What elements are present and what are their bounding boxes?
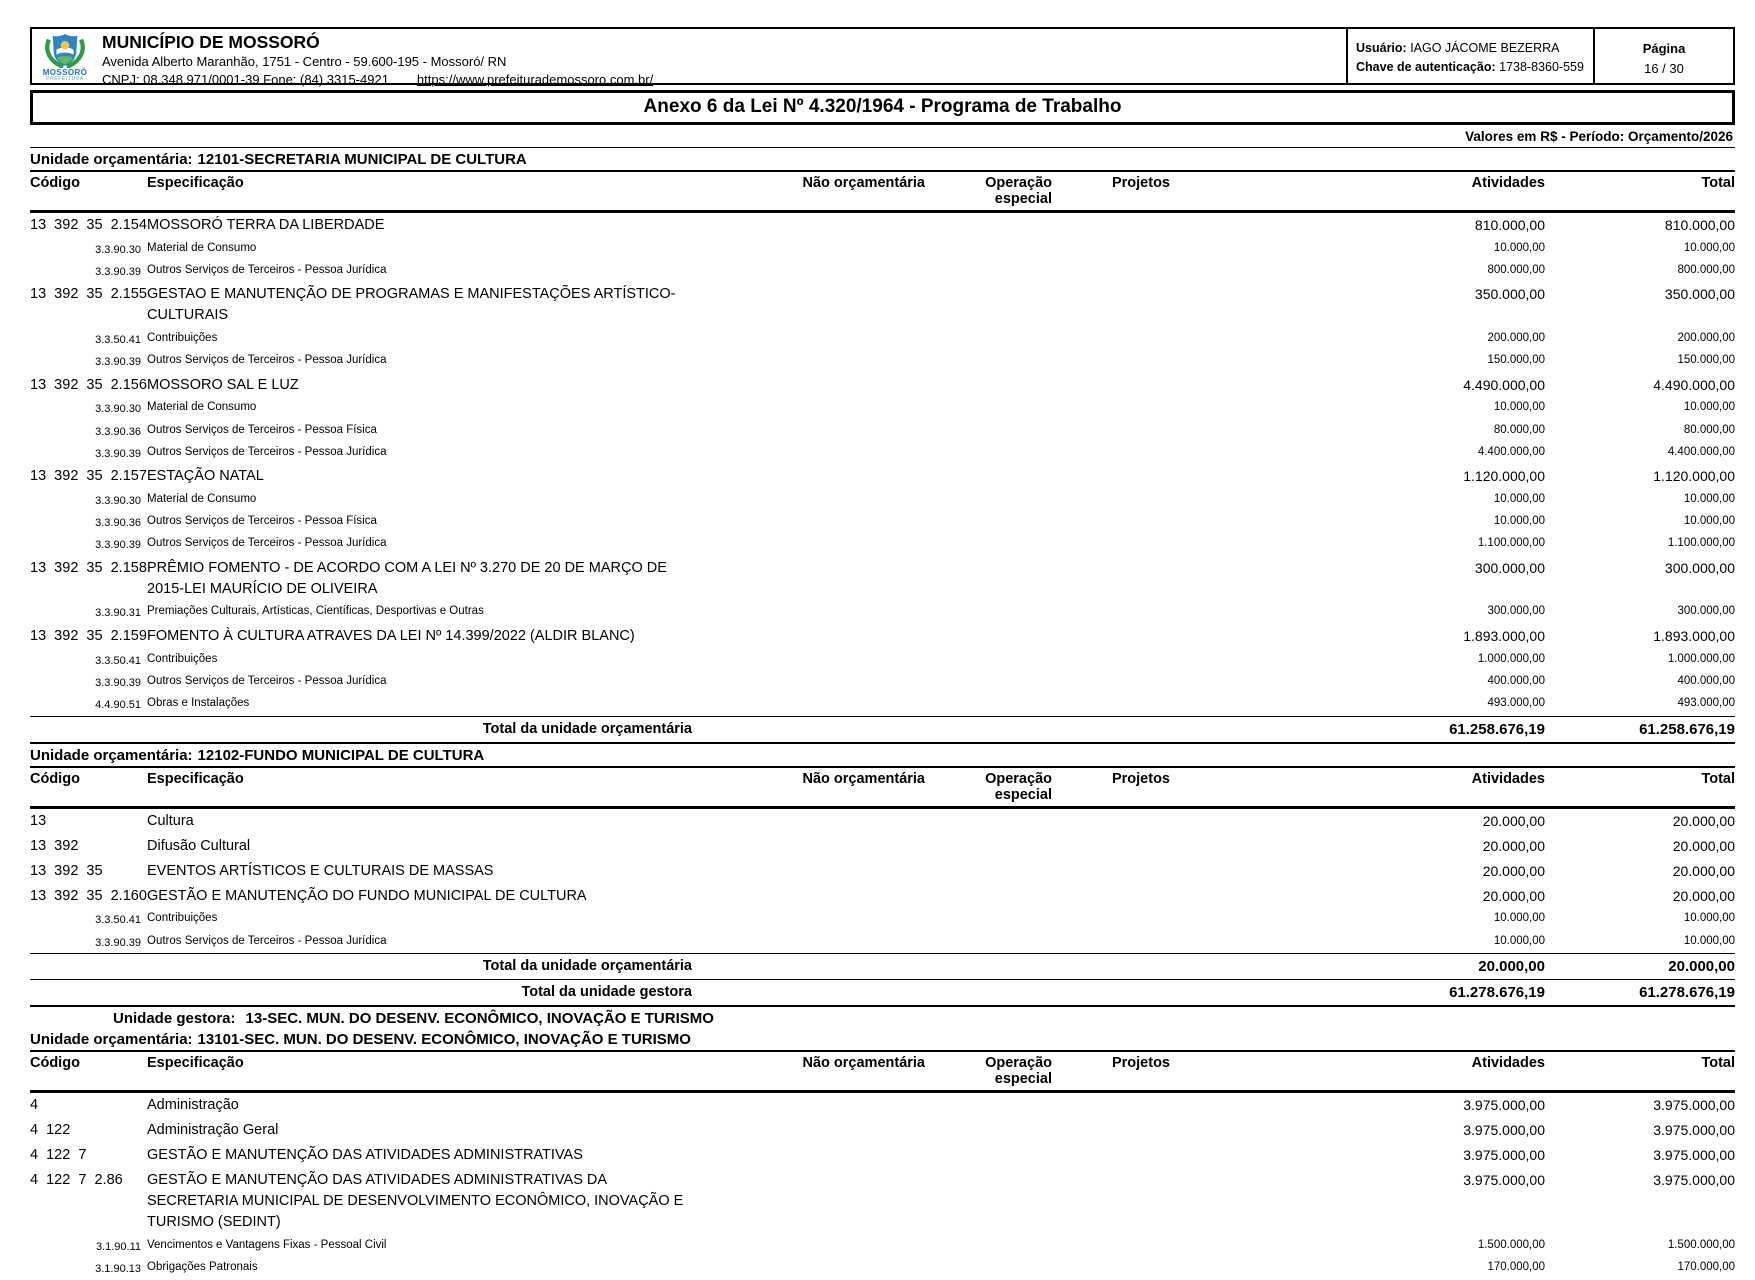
logo-subtext: PREFEITURA	[46, 76, 84, 82]
cell-atividades: 10.000,00	[1493, 401, 1545, 414]
cell-atividades: 3.975.000,00	[1463, 1147, 1545, 1164]
cell-total: 3.975.000,00	[1653, 1147, 1735, 1164]
auth-line	[1356, 58, 1593, 77]
row-code: 3.3.90.36	[95, 517, 141, 530]
col-header-projetos: Projetos	[1111, 175, 1170, 191]
col-header-codigo: Código	[30, 175, 80, 191]
row-spec: Material de Consumo	[147, 401, 257, 414]
unit-orcamentaria-label: Unidade orçamentária:	[30, 1031, 193, 1049]
row-code: 13 392 35 2.157	[30, 468, 147, 485]
cell-total: 493.000,00	[1677, 697, 1735, 710]
total-total: 20.000,00	[1668, 958, 1735, 976]
cell-total: 400.000,00	[1677, 674, 1735, 687]
cell-atividades: 10.000,00	[1493, 934, 1545, 947]
table-row	[30, 351, 1735, 373]
cell-atividades: 300.000,00	[1487, 605, 1545, 618]
col-header-projetos: Projetos	[1111, 1055, 1170, 1072]
report-header	[30, 27, 1735, 85]
row-code: 13 392 35 2.155	[30, 286, 147, 303]
row-spec: Material de Consumo	[147, 492, 257, 505]
row-spec: Outros Serviços de Terceiros - Pessoa Jurídica	[147, 934, 387, 947]
cell-total: 350.000,00	[1664, 286, 1735, 303]
cell-atividades: 20.000,00	[1482, 812, 1545, 829]
row-spec: Obrigações Patronais	[147, 1260, 258, 1273]
unit-orcamentaria-row	[30, 744, 1735, 768]
row-code: 3.3.90.39	[95, 447, 141, 460]
table-row	[30, 373, 1735, 398]
row-spec: Administração Geral	[147, 1122, 279, 1139]
table-row	[30, 624, 1735, 649]
cell-total: 3.975.000,00	[1653, 1122, 1735, 1139]
cell-atividades: 3.975.000,00	[1463, 1122, 1545, 1139]
cell-atividades: 1.893.000,00	[1463, 628, 1545, 645]
page-label: Página	[1642, 41, 1686, 56]
row-spec: GESTÃO E MANUTENÇÃO DAS ATIVIDADES ADMINISTRATIVAS DA SECRETARIA MUNICIPAL DE DESENVOLVIMENTO ECONÔMICO, INOVAÇÃO E TURISMO (SEDINT)	[147, 1172, 684, 1231]
row-spec: GESTÃO E MANUTENÇÃO DO FUNDO MUNICIPAL DE CULTURA	[147, 887, 587, 904]
org-cnpj-phone: CNPJ: 08.348.971/0001-39 Fone: (84) 3315-4921	[102, 71, 389, 87]
municipality-logo	[32, 29, 98, 83]
row-code: 3.3.90.39	[95, 936, 141, 949]
row-spec: Cultura	[147, 812, 194, 829]
cell-total: 1.000.000,00	[1667, 652, 1735, 665]
cell-total: 3.975.000,00	[1653, 1172, 1735, 1189]
table-header-row	[30, 768, 1735, 809]
cell-atividades: 4.490.000,00	[1463, 376, 1545, 393]
row-spec: Outros Serviços de Terceiros - Pessoa Física	[147, 515, 377, 528]
row-spec: Administração	[147, 1097, 239, 1114]
row-spec: GESTAO E MANUTENÇÃO DE PROGRAMAS E MANIFESTAÇÕES ARTÍSTICO-CULTURAIS	[147, 286, 676, 324]
cell-atividades: 810.000,00	[1474, 217, 1545, 233]
unit-orcamentaria-label: Unidade orçamentária:	[30, 151, 193, 168]
total-total: 61.278.676,19	[1639, 984, 1735, 1002]
report-title: Anexo 6 da Lei Nº 4.320/1964 - Programa de Trabalho	[30, 90, 1735, 125]
cell-atividades: 300.000,00	[1474, 559, 1545, 576]
row-code: 13 392 35	[30, 862, 103, 879]
cell-total: 3.975.000,00	[1653, 1097, 1735, 1114]
total-row	[30, 716, 1735, 744]
cell-total: 20.000,00	[1672, 862, 1735, 879]
total-total: 61.258.676,19	[1639, 720, 1735, 738]
cell-atividades: 350.000,00	[1474, 286, 1545, 303]
cell-total: 10.000,00	[1683, 492, 1735, 505]
row-code: 3.3.90.39	[95, 676, 141, 689]
total-label: Total da unidade orçamentária	[482, 720, 692, 737]
unit-orcamentaria-row	[30, 1028, 1735, 1052]
user-line	[1356, 39, 1593, 58]
table-row	[30, 909, 1735, 931]
row-code: 13	[30, 812, 47, 829]
total-atividades: 20.000,00	[1478, 958, 1545, 976]
unit-orcamentaria-value: 13101-SEC. MUN. DO DESENV. ECONÔMICO, INOVAÇÃO E TURISMO	[197, 1031, 691, 1049]
cell-total: 10.000,00	[1683, 515, 1735, 528]
table-row	[30, 1143, 1735, 1168]
cell-atividades: 20.000,00	[1482, 862, 1545, 879]
cell-atividades: 1.500.000,00	[1477, 1238, 1545, 1251]
row-code: 4	[30, 1097, 39, 1114]
table-row	[30, 1235, 1735, 1257]
cell-atividades: 80.000,00	[1493, 423, 1545, 436]
cell-total: 810.000,00	[1664, 217, 1735, 233]
col-header-total: Total	[1701, 1055, 1735, 1072]
cell-atividades: 10.000,00	[1493, 492, 1545, 505]
row-code: 13 392 35 2.158	[30, 559, 147, 576]
cell-atividades: 20.000,00	[1482, 837, 1545, 854]
row-spec: Obras e Instalações	[147, 697, 250, 710]
col-header-especificacao: Especificação	[147, 175, 244, 191]
row-code: 3.1.90.13	[95, 1262, 141, 1275]
row-code: 13 392	[30, 837, 79, 854]
cell-total: 10.000,00	[1683, 401, 1735, 414]
table-row	[30, 213, 1735, 238]
cell-atividades: 20.000,00	[1482, 887, 1545, 904]
cell-atividades: 200.000,00	[1487, 331, 1545, 344]
row-code: 3.3.50.41	[95, 914, 141, 927]
unit-gestora-value: 13-SEC. MUN. DO DESENV. ECONÔMICO, INOVAÇÃO E TURISMO	[245, 1010, 714, 1028]
row-code: 13 392 35 2.156	[30, 376, 147, 393]
auth-value: 1738-8360-559	[1499, 60, 1584, 75]
cell-total: 20.000,00	[1672, 887, 1735, 904]
col-header-especificacao: Especificação	[147, 1055, 244, 1072]
cell-atividades: 400.000,00	[1487, 674, 1545, 687]
table-row	[30, 1118, 1735, 1143]
cell-total: 20.000,00	[1672, 837, 1735, 854]
cell-total: 80.000,00	[1683, 423, 1735, 436]
table-row	[30, 398, 1735, 420]
cell-total: 10.000,00	[1683, 934, 1735, 947]
col-header-projetos: Projetos	[1111, 770, 1170, 787]
cell-total: 300.000,00	[1677, 605, 1735, 618]
col-header-atividades: Atividades	[1471, 175, 1545, 191]
table-row	[30, 238, 1735, 260]
col-header-codigo: Código	[30, 770, 80, 787]
col-header-codigo: Código	[30, 1055, 80, 1072]
table-row	[30, 671, 1735, 693]
row-spec: Outros Serviços de Terceiros - Pessoa Jurídica	[147, 537, 387, 550]
table-row	[30, 1257, 1735, 1279]
row-spec: Difusão Cultural	[147, 837, 251, 854]
row-code: 3.1.90.11	[95, 1240, 141, 1253]
user-auth-box	[1346, 29, 1593, 83]
row-code: 3.3.90.30	[95, 403, 141, 416]
row-spec: Outros Serviços de Terceiros - Pessoa Jurídica	[147, 263, 387, 276]
row-spec: MOSSORO SAL E LUZ	[147, 376, 299, 393]
unit-orcamentaria-row	[30, 147, 1735, 172]
row-spec: Contribuições	[147, 912, 218, 925]
logo-wordmark: MOSSORÓ	[42, 68, 88, 77]
total-label: Total da unidade gestora	[521, 984, 692, 1001]
cell-atividades: 800.000,00	[1487, 263, 1545, 276]
row-code: 3.3.90.39	[95, 356, 141, 369]
row-spec: GESTÃO E MANUTENÇÃO DAS ATIVIDADES ADMINISTRATIVAS	[147, 1147, 583, 1164]
cell-atividades: 4.400.000,00	[1477, 445, 1545, 458]
org-info	[98, 29, 1346, 87]
cell-total: 4.490.000,00	[1653, 376, 1735, 393]
row-code: 13 392 35 2.154	[30, 217, 147, 233]
row-spec: Contribuições	[147, 331, 218, 344]
cell-total: 150.000,00	[1677, 354, 1735, 367]
table-row	[30, 556, 1735, 602]
table-row	[30, 282, 1735, 328]
page-value: 16 / 30	[1644, 61, 1684, 77]
cell-atividades: 3.975.000,00	[1463, 1097, 1545, 1114]
mossoro-crest-icon	[42, 32, 88, 68]
table-row	[30, 884, 1735, 909]
row-spec: PRÊMIO FOMENTO - DE ACORDO COM A LEI Nº 3.270 DE 20 DE MARÇO DE 2015-LEI MAURÍCIO DE OLIVEIRA	[147, 559, 667, 597]
cell-total: 800.000,00	[1677, 263, 1735, 276]
cell-total: 1.120.000,00	[1653, 468, 1735, 485]
col-header-operacao-especial: Operação especial	[985, 770, 1052, 803]
cell-atividades: 1.100.000,00	[1477, 537, 1545, 550]
row-code: 4 122 7 2.86	[30, 1172, 123, 1189]
table-row	[30, 489, 1735, 511]
total-atividades: 61.258.676,19	[1449, 720, 1545, 738]
table-row	[30, 512, 1735, 534]
cell-atividades: 10.000,00	[1493, 515, 1545, 528]
col-header-operacao-especial: Operação especial	[985, 175, 1052, 207]
user-value: IAGO JÁCOME BEZERRA	[1410, 41, 1560, 55]
table-row	[30, 420, 1735, 442]
table-header-row	[30, 172, 1735, 213]
budget-table	[30, 147, 1735, 1280]
row-spec: MOSSORÓ TERRA DA LIBERDADE	[147, 217, 385, 233]
table-row	[30, 464, 1735, 489]
row-code: 3.3.90.30	[95, 243, 141, 256]
table-row	[30, 809, 1735, 834]
table-row	[30, 260, 1735, 282]
row-code: 3.3.90.30	[95, 494, 141, 507]
row-spec: ESTAÇÃO NATAL	[147, 468, 264, 485]
org-address: Avenida Alberto Maranhão, 1751 - Centro - 59.600-195 - Mossoró/ RN	[102, 54, 507, 69]
cell-total: 300.000,00	[1664, 559, 1735, 576]
unit-orcamentaria-value: 12102-FUNDO MUNICIPAL DE CULTURA	[197, 746, 485, 764]
table-row	[30, 1093, 1735, 1118]
cell-atividades: 3.975.000,00	[1463, 1172, 1545, 1189]
cell-total: 170.000,00	[1677, 1260, 1735, 1273]
table-row	[30, 442, 1735, 464]
table-row	[30, 931, 1735, 953]
row-spec: EVENTOS ARTÍSTICOS E CULTURAIS DE MASSAS	[147, 862, 494, 879]
cell-total: 4.400.000,00	[1667, 445, 1735, 458]
report-subtitle: Valores em R$ - Período: Orçamento/2026	[1465, 129, 1733, 144]
unit-gestora-row	[30, 1007, 1735, 1028]
cell-atividades: 10.000,00	[1493, 912, 1545, 925]
cell-total: 200.000,00	[1677, 331, 1735, 344]
row-spec: Outros Serviços de Terceiros - Pessoa Jurídica	[147, 354, 387, 367]
cell-total: 1.100.000,00	[1667, 537, 1735, 550]
cell-atividades: 170.000,00	[1487, 1260, 1545, 1273]
row-spec: Contribuições	[147, 652, 218, 665]
col-header-nao-orcamentaria: Não orçamentária	[802, 770, 925, 787]
col-header-atividades: Atividades	[1471, 1055, 1545, 1072]
row-code: 13 392 35 2.159	[30, 628, 147, 645]
col-header-especificacao: Especificação	[147, 770, 244, 787]
org-cnpj-line	[102, 71, 1346, 89]
user-label: Usuário:	[1356, 41, 1407, 55]
cell-atividades: 1.120.000,00	[1463, 468, 1545, 485]
table-row	[30, 694, 1735, 716]
row-code: 4 122	[30, 1122, 71, 1139]
unit-orcamentaria-value: 12101-SECRETARIA MUNICIPAL DE CULTURA	[197, 151, 527, 168]
auth-label: Chave de autenticação:	[1356, 60, 1496, 75]
cell-atividades: 10.000,00	[1493, 241, 1545, 254]
row-code: 3.3.90.31	[95, 607, 141, 620]
col-header-nao-orcamentaria: Não orçamentária	[802, 175, 925, 191]
total-label: Total da unidade orçamentária	[482, 958, 692, 975]
row-spec: Vencimentos e Vantagens Fixas - Pessoal Civil	[147, 1238, 387, 1251]
cell-total: 20.000,00	[1672, 812, 1735, 829]
row-spec: Outros Serviços de Terceiros - Pessoa Jurídica	[147, 674, 387, 687]
org-name: MUNICÍPIO DE MOSSORÓ	[102, 32, 320, 52]
cell-atividades: 493.000,00	[1487, 697, 1545, 710]
row-code: 3.3.50.41	[95, 333, 141, 346]
row-code: 3.3.50.41	[95, 654, 141, 667]
col-header-nao-orcamentaria: Não orçamentária	[802, 1055, 925, 1072]
col-header-total: Total	[1701, 770, 1735, 787]
col-header-operacao-especial: Operação especial	[985, 1055, 1052, 1088]
table-row	[30, 534, 1735, 556]
cell-total: 1.500.000,00	[1667, 1238, 1735, 1251]
row-code: 3.3.90.39	[95, 539, 141, 552]
row-spec: Premiações Culturais, Artísticas, Científicas, Desportivas e Outras	[147, 605, 484, 618]
total-atividades: 61.278.676,19	[1449, 984, 1545, 1002]
table-row	[30, 859, 1735, 884]
cell-atividades: 150.000,00	[1487, 354, 1545, 367]
page-number-box	[1593, 29, 1733, 83]
table-header-row	[30, 1052, 1735, 1093]
row-code: 3.3.90.36	[95, 425, 141, 438]
table-row	[30, 649, 1735, 671]
total-row	[30, 953, 1735, 979]
col-header-total: Total	[1701, 175, 1735, 191]
unit-gestora-label: Unidade gestora:	[113, 1010, 236, 1028]
table-row	[30, 1168, 1735, 1235]
row-spec: Outros Serviços de Terceiros - Pessoa Física	[147, 423, 377, 436]
website-link[interactable]: https://www.prefeiturademossoro.com.br/	[416, 71, 654, 87]
table-row	[30, 602, 1735, 624]
row-code: 3.3.90.39	[95, 265, 141, 278]
row-code: 4.4.90.51	[95, 699, 141, 712]
row-code: 4 122 7	[30, 1147, 87, 1164]
cell-total: 10.000,00	[1683, 241, 1735, 254]
row-spec: FOMENTO À CULTURA ATRAVES DA LEI Nº 14.399/2022 (ALDIR BLANC)	[147, 628, 635, 645]
total-row	[30, 979, 1735, 1007]
col-header-atividades: Atividades	[1471, 770, 1545, 787]
cell-total: 1.893.000,00	[1653, 628, 1735, 645]
cell-atividades: 1.000.000,00	[1477, 652, 1545, 665]
unit-orcamentaria-label: Unidade orçamentária:	[30, 746, 193, 764]
row-spec: Material de Consumo	[147, 241, 257, 254]
cell-total: 10.000,00	[1683, 912, 1735, 925]
table-row	[30, 328, 1735, 350]
row-spec: Outros Serviços de Terceiros - Pessoa Jurídica	[147, 445, 387, 458]
row-code: 13 392 35 2.160	[30, 887, 147, 904]
table-row	[30, 834, 1735, 859]
